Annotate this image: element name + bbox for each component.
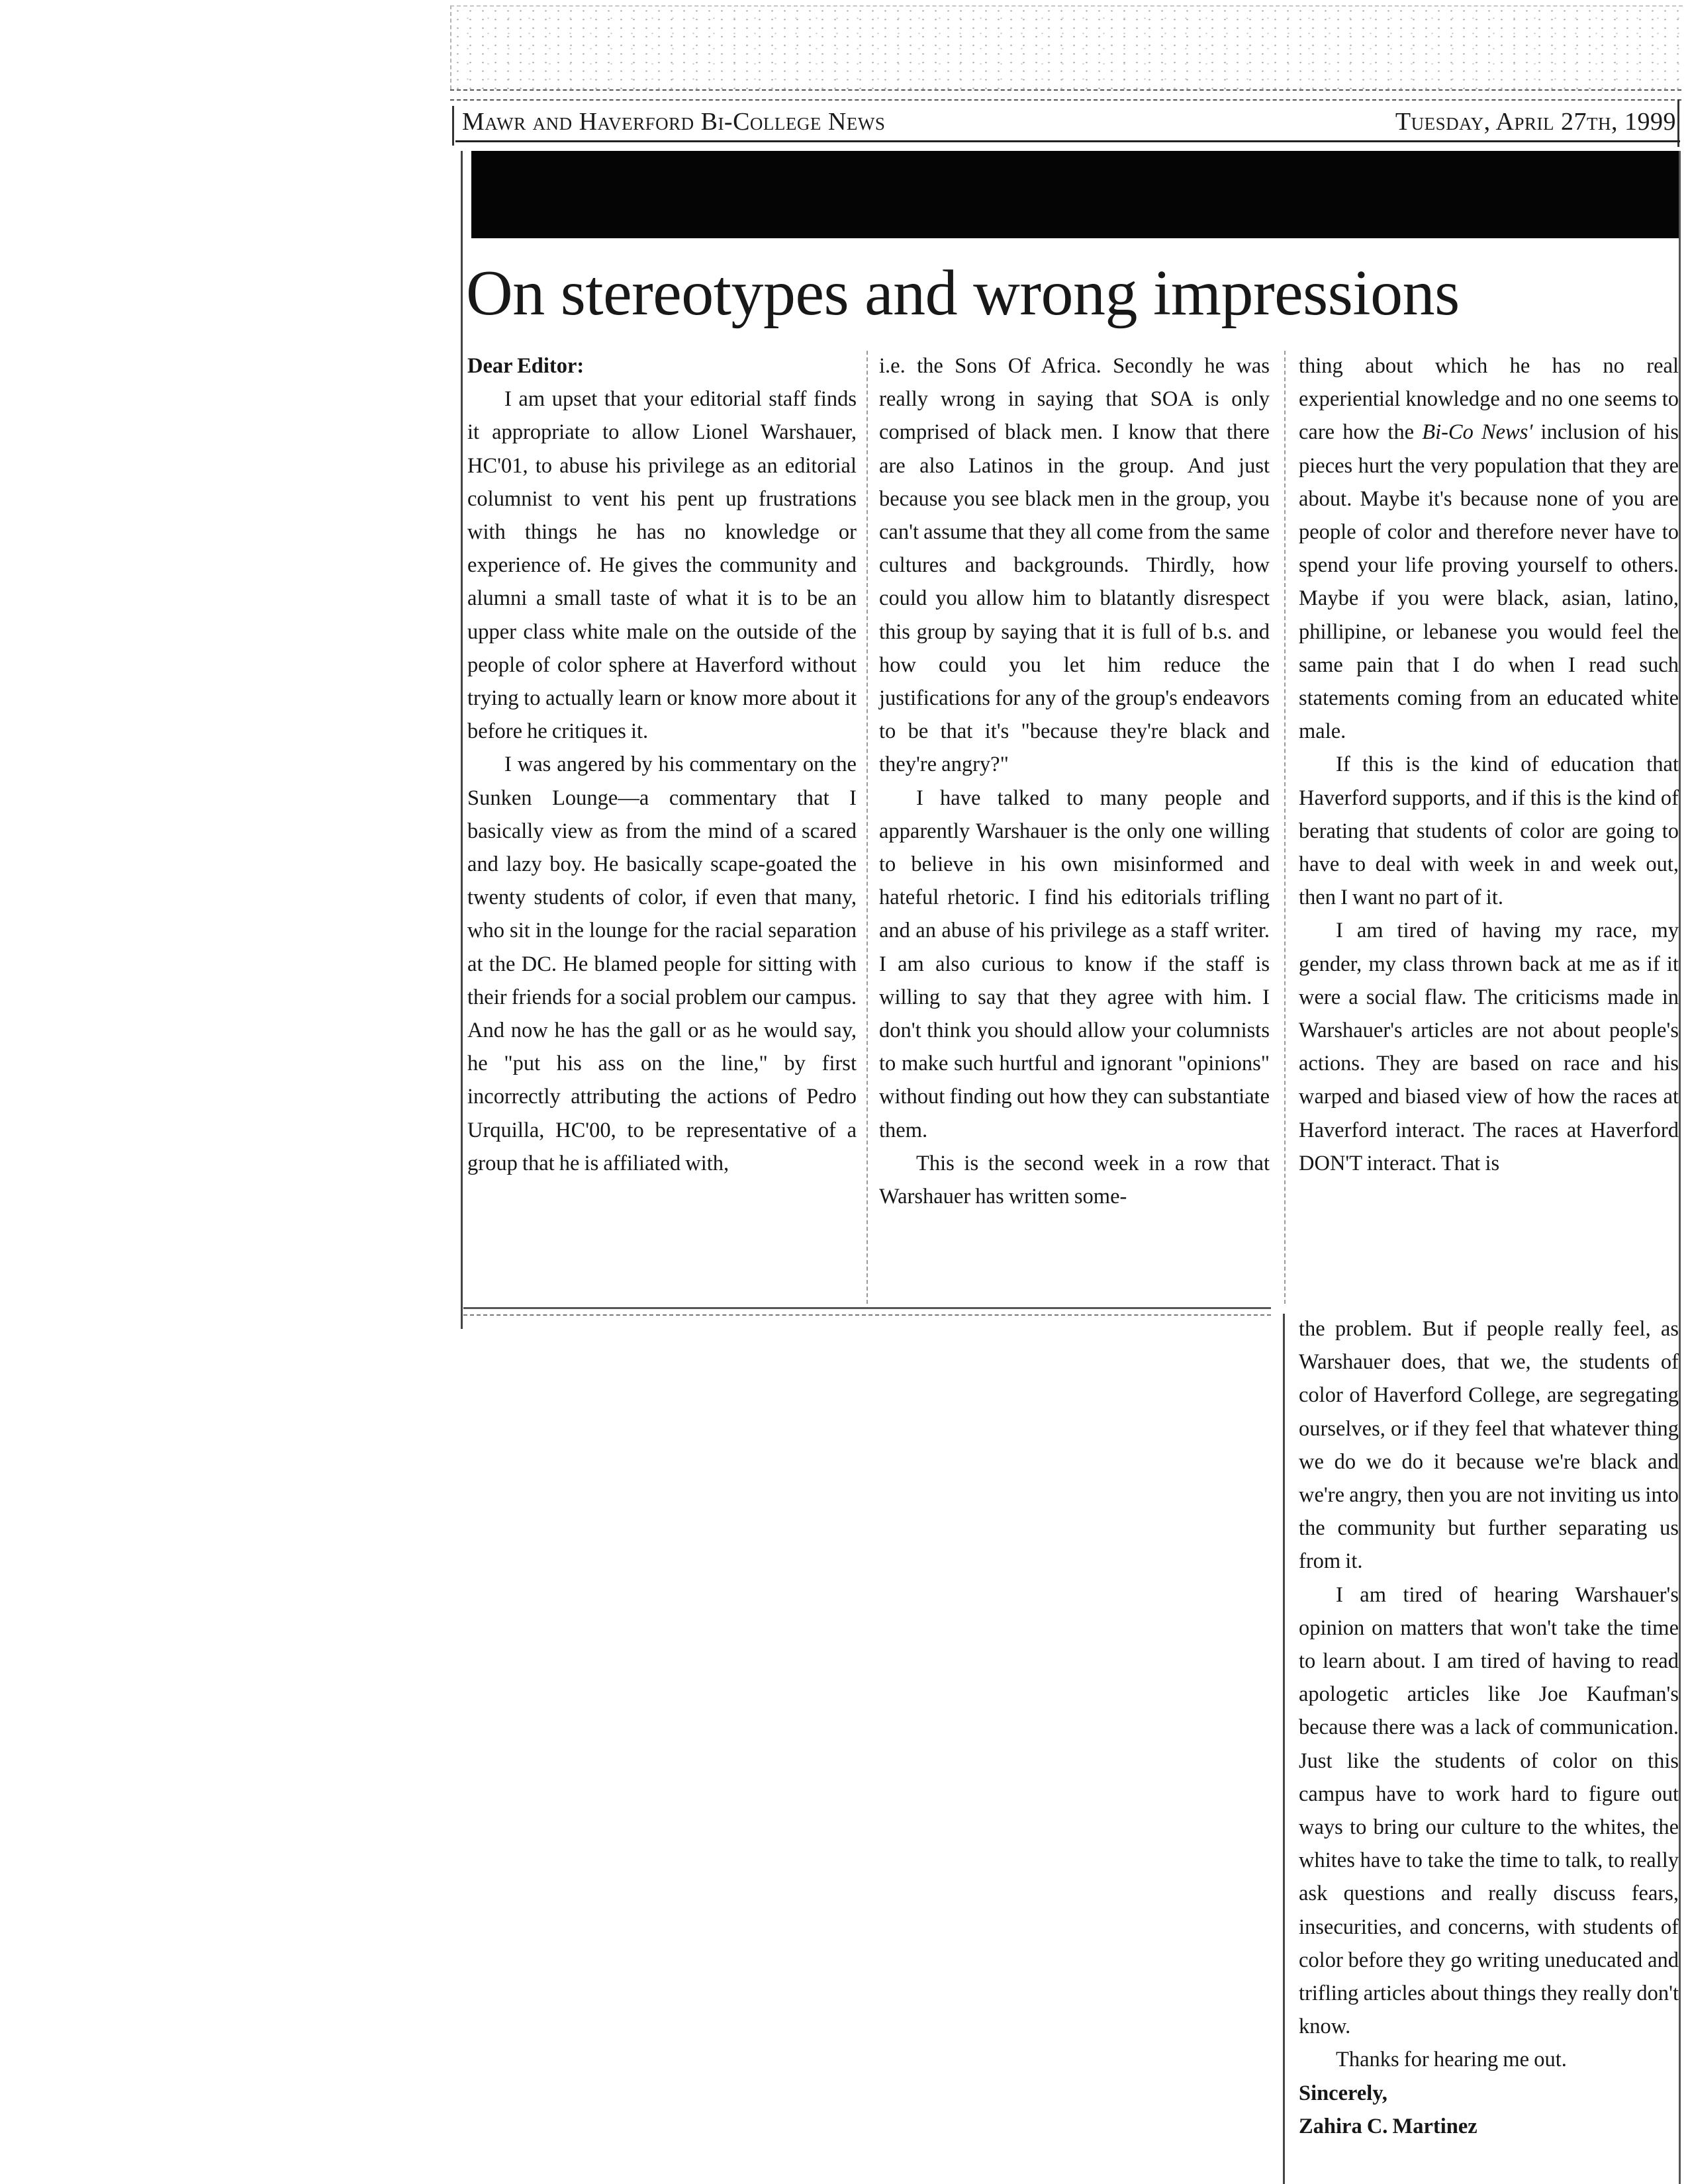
letter-column-1 xyxy=(467,349,857,1180)
closing-line: Thanks for hearing me out. xyxy=(1336,2048,1567,2072)
issue-date: Tuesday, April 27th, 1999 xyxy=(1395,108,1676,136)
letter-column-2 xyxy=(879,349,1270,1213)
column-divider-1 xyxy=(867,351,868,1304)
clipping-frame-left xyxy=(461,151,463,1329)
paragraph: I am upset that your editorial staff finds it appropriate to allow Lionel Warshauer, HC'01, to abuse his privilege as an editorial columnist to vent his pent up frustrations with things he has no knowledge or experience of. He gives the community and alumni a small taste of what it is to be an upper class white male on the outside of the people of color sphere at Haverford without trying to actually learn or know more about it before he critiques it. xyxy=(467,387,857,744)
scan-noise-strip xyxy=(450,5,1683,89)
letter-column-3-top xyxy=(1299,349,1679,1180)
running-head-left-edge xyxy=(452,106,454,146)
top-dashed-rule-2 xyxy=(450,99,1681,101)
paragraph: I have talked to many people and apparently Warshauer is the only one willing to believe in his own misinformed and hateful rhetoric. I find his editorials trifling and an abuse of his privilege as a staff writer. I am also curious to know if the staff is willing to say that they agree with him. I don't think you should allow your columnists to make such hurtful and ignorant "opinions" without finding out how they can substantiate them. xyxy=(879,786,1270,1142)
paragraph-continued: the problem. But if people really feel, as Warshauer does, that we, the students of color of Haverford College, are segregating ourselves, or if they feel that whatever thing we do we do it because we're black and we're angry, then you are not inviting us into the community but further separating us from it. xyxy=(1299,1317,1679,1574)
article-headline: On stereotypes and wrong impressions xyxy=(466,257,1460,329)
paragraph: I am tired of hearing Warshauer's opinion on matters that won't take the time to learn about. I am tired of having to read apologetic articles like Joe Kaufman's because there was a lack of communication. Just like the students of color on this campus have to work hard to figure out ways to bring our culture to the whites, the whites have to take the time to talk, to really ask questions and really discuss fears, insecurities, and concerns, with students of color before they go writing uneducated and trifling articles about things they really don't know. xyxy=(1299,1582,1679,2039)
redaction-bar xyxy=(471,151,1680,238)
clipping-frame-right xyxy=(1679,151,1681,2184)
top-dashed-rule xyxy=(450,89,1681,91)
paragraph: This is the second week in a row that Warshauer has written some- xyxy=(879,1151,1270,1209)
letter-column-3-bottom xyxy=(1299,1312,1679,2143)
running-head-rule xyxy=(455,140,1680,142)
paragraph-continued xyxy=(1299,349,1679,748)
publication-reference: Bi-Co News' xyxy=(1422,420,1533,445)
clipping-frame-inner xyxy=(1283,1314,1285,2184)
paragraph: If this is the kind of education that Haverford supports, and if this is the kind of berating that students of color are going to have to deal with week in and week out, then I want no part of it. xyxy=(1299,752,1679,910)
clipping-frame-bottom-dashed xyxy=(463,1314,1271,1316)
paragraph: I was angered by his commentary on the Sunken Lounge—a commentary that I basically view as from the mind of a scared and lazy boy. He basically scape-goated the twenty students of color, if even that many, who sit in the lounge for the racial separation at the DC. He blamed people for sitting with their friends for a social problem our campus. And now he has the gall or as he would say, he "put his ass on the line," by first incorrectly attributing the actions of Pedro Urquilla, HC'00, to be representative of a group that he is affiliated with, xyxy=(467,752,857,1175)
running-head xyxy=(455,107,1680,142)
publication-name: Mawr and Haverford Bi-College News xyxy=(462,108,886,136)
paragraph: I am tired of having my race, my gender, my class thrown back at me as if it were a social flaw. The criticisms made in Warshauer's articles are not about people's actions. They are based on race and his warped and biased view of how the races at Haverford interact. The races at Haverford DON'T interact. That is xyxy=(1299,919,1679,1175)
paragraph-continued: i.e. the Sons Of Africa. Secondly he was really wrong in saying that SOA is only comprised of black men. I know that there are also Latinos in the group. And just because you see black men in the group, you can't assume that they all come from the same cultures and backgrounds. Thirdly, how could you allow him to blatantly disrespect this group by saying that it is full of b.s. and how could you let him reduce the justifications for any of the group's endeavors to be that it's "because they're black and they're angry?" xyxy=(879,354,1270,777)
signoff: Sincerely, xyxy=(1299,2081,1387,2105)
clipping-frame-bottom xyxy=(463,1307,1271,1309)
salutation: Dear Editor: xyxy=(467,354,585,378)
column-divider-2 xyxy=(1284,351,1286,1304)
paragraph-text: inclusion of his pieces hurt the very population that they are about. Maybe it's because none of you are people of color and therefore never have to spend your life proving yourself to others. Maybe if you were black, asian, latino, phillipine, or lebanese you would feel the same pain that I do when I read such statements coming from an educated white male. xyxy=(1299,420,1679,744)
paragraph-text: thing about which he has no real experiential knowledge and no one seems to care how the xyxy=(1299,354,1679,445)
signature: Zahira C. Martinez xyxy=(1299,2114,1477,2138)
